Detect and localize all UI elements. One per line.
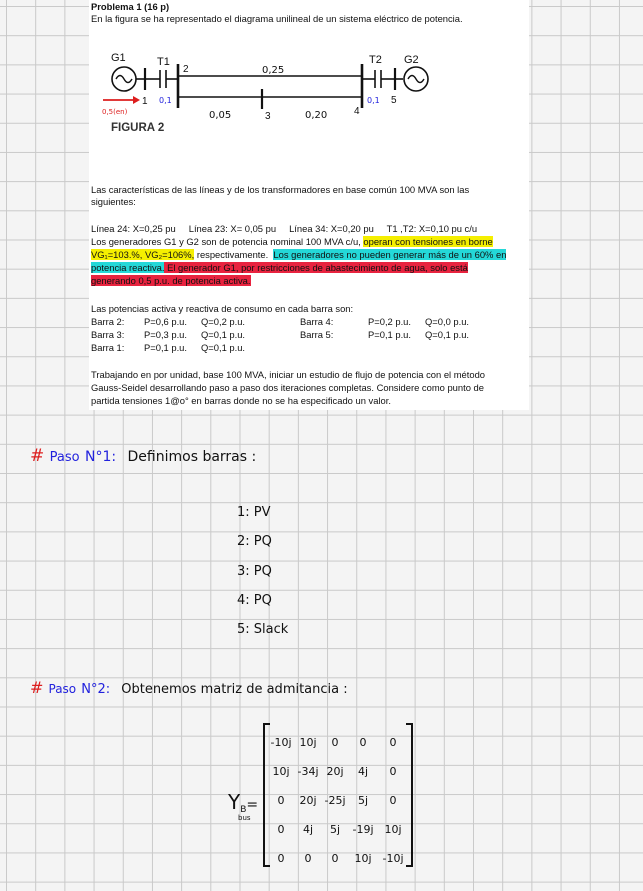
matrix-cell: 0	[277, 823, 285, 836]
label-xt1: 0,1	[159, 96, 172, 105]
label-bus-4: 4	[354, 106, 360, 117]
load-q: Q=0,2 p.u.	[201, 316, 246, 327]
ybus-label	[228, 790, 258, 815]
ybus-letter: Y	[228, 790, 241, 814]
matrix-cell: -25j	[324, 794, 346, 807]
step1-label: Paso	[49, 450, 80, 465]
generators-line-4	[91, 275, 251, 287]
generators-line-2	[91, 249, 506, 261]
task-line-3: partida tensiones 1@o° en barras donde no se ha especificado un valor.	[91, 395, 391, 406]
load-q: Q=0,1 p.u.	[425, 329, 470, 340]
label-g2: G2	[404, 54, 419, 66]
load-p: P=0,6 p.u.	[144, 316, 188, 327]
ybus-subscript-bus: bus	[238, 814, 251, 822]
load-q: Q=0,1 p.u.	[201, 342, 246, 353]
label-bus-3: 3	[265, 111, 271, 122]
load-q: Q=0,0 p.u.	[425, 316, 470, 327]
step1-number: N°1:	[85, 449, 117, 465]
ybus-subscript: B	[240, 805, 247, 815]
matrix-cell: -19j	[352, 823, 374, 836]
gen-text-b: respectivamente.	[194, 249, 274, 260]
gen-highlight-b: VG₁=103.%, VG₂=106%,	[91, 249, 195, 260]
matrix-cell: 10j	[354, 852, 372, 865]
step2-number: N°2:	[81, 682, 111, 697]
single-line-diagram	[99, 46, 509, 141]
matrix-cell: 4j	[357, 765, 369, 778]
load-bar-label: Barra 1:	[91, 342, 125, 353]
load-p: P=0,1 p.u.	[144, 342, 188, 353]
label-t1: T1	[157, 56, 170, 68]
load-bar-label: Barra 5:	[300, 329, 334, 340]
matrix-cell: 20j	[326, 765, 344, 778]
problem-title: Problema 1 (16 p)	[91, 1, 170, 12]
step1-text: Definimos barras :	[127, 449, 257, 465]
matrix-cell: 0	[389, 794, 397, 807]
gen-highlight-a: operan con tensiones en borne	[363, 236, 493, 247]
gen-highlight-c2: El generador G1, por restricciones de abastecimiento de agua, solo está	[164, 262, 468, 273]
label-t2: T2	[369, 54, 382, 66]
matrix-cell: 10j	[384, 823, 402, 836]
label-g1-note: 0,5(en)	[102, 108, 128, 116]
gen-text-a: Los generadores G1 y G2 son de potencia nominal 100 MVA c/u,	[91, 236, 364, 247]
bus-type-item: 4: PQ	[237, 593, 272, 608]
load-q: Q=0,1 p.u.	[201, 329, 246, 340]
matrix-cell: 0	[359, 736, 367, 749]
step2-hash: #	[30, 678, 44, 697]
label-xt2: 0,1	[367, 96, 380, 105]
load-bar-label: Barra 4:	[300, 316, 334, 327]
matrix-cell: 5j	[329, 823, 341, 836]
matrix-cell: 0	[277, 852, 285, 865]
matrix-cell: 0	[331, 852, 339, 865]
matrix-cell: 0	[277, 794, 285, 807]
step2-text: Obtenemos matriz de admitancia :	[121, 682, 348, 697]
load-bar-label: Barra 3:	[91, 329, 125, 340]
matrix-cell: 20j	[299, 794, 317, 807]
step2-heading	[30, 678, 348, 697]
task-line-2: Gauss-Seidel desarrollando paso a paso dos iteraciones completas. Considere como punto de	[91, 382, 484, 393]
matrix-cell: 0	[304, 852, 312, 865]
gen-highlight-b2: Los generadores no pueden generar más de un 60% en	[273, 249, 507, 260]
gen-highlight-d: generando 0,5 p.u. de potencia activa.	[91, 275, 251, 286]
figure-caption: FIGURA 2	[111, 122, 165, 134]
load-p: P=0,3 p.u.	[144, 329, 188, 340]
label-x24: 0,25	[262, 65, 285, 76]
matrix-cell: 0	[389, 736, 397, 749]
label-g1: G1	[111, 52, 126, 64]
load-bar-label: Barra 2:	[91, 316, 125, 327]
loads-title: Las potencias activa y reactiva de consumo en cada barra son:	[91, 303, 354, 314]
bus-type-item: 1: PV	[237, 505, 271, 520]
bus-type-item: 2: PQ	[237, 534, 272, 549]
matrix-cell: 0	[389, 765, 397, 778]
bus-type-item: 3: PQ	[237, 564, 272, 579]
step1-heading	[30, 446, 256, 466]
problem-sheet	[89, 0, 529, 410]
label-x34: 0,20	[305, 110, 328, 121]
matrix-cell: 0	[331, 736, 339, 749]
matrix-cell: -10j	[270, 736, 292, 749]
label-bus-5: 5	[391, 95, 397, 106]
problem-intro: En la figura se ha representado el diagrama unilineal de un sistema eléctrico de potencia.	[91, 13, 463, 24]
matrix-cell: 10j	[272, 765, 290, 778]
matrix-cell: 4j	[302, 823, 314, 836]
ybus-matrix	[266, 736, 416, 866]
lines-intro-2: siguientes:	[91, 196, 136, 207]
task-line-1: Trabajando en por unidad, base 100 MVA, iniciar un estudio de flujo de potencia con el método	[91, 369, 486, 380]
lines-spec: Línea 24: X=0,25 pu Línea 23: X= 0,05 pu Línea 34: X=0,20 pu T1 ,T2: X=0,10 pu c/u	[91, 223, 478, 234]
matrix-cell: 5j	[357, 794, 369, 807]
generators-line-3	[91, 262, 468, 274]
load-p: P=0,2 p.u.	[368, 316, 412, 327]
label-bus-1: 1	[142, 96, 148, 107]
generators-line-1	[91, 236, 493, 248]
label-bus-2: 2	[183, 64, 189, 75]
step1-hash: #	[30, 446, 45, 466]
matrix-cell: -10j	[382, 852, 404, 865]
step2-label: Paso	[48, 682, 77, 696]
matrix-cell: 10j	[299, 736, 317, 749]
label-x23: 0,05	[209, 110, 232, 121]
gen-highlight-c: potencia reactiva.	[91, 262, 165, 273]
ybus-equals: =	[246, 797, 259, 813]
load-p: P=0,1 p.u.	[368, 329, 412, 340]
lines-intro-1: Las características de las líneas y de los transformadores en base común 100 MVA son las	[91, 184, 470, 195]
bus-type-item: 5: Slack	[237, 622, 289, 637]
matrix-cell: -34j	[297, 765, 319, 778]
